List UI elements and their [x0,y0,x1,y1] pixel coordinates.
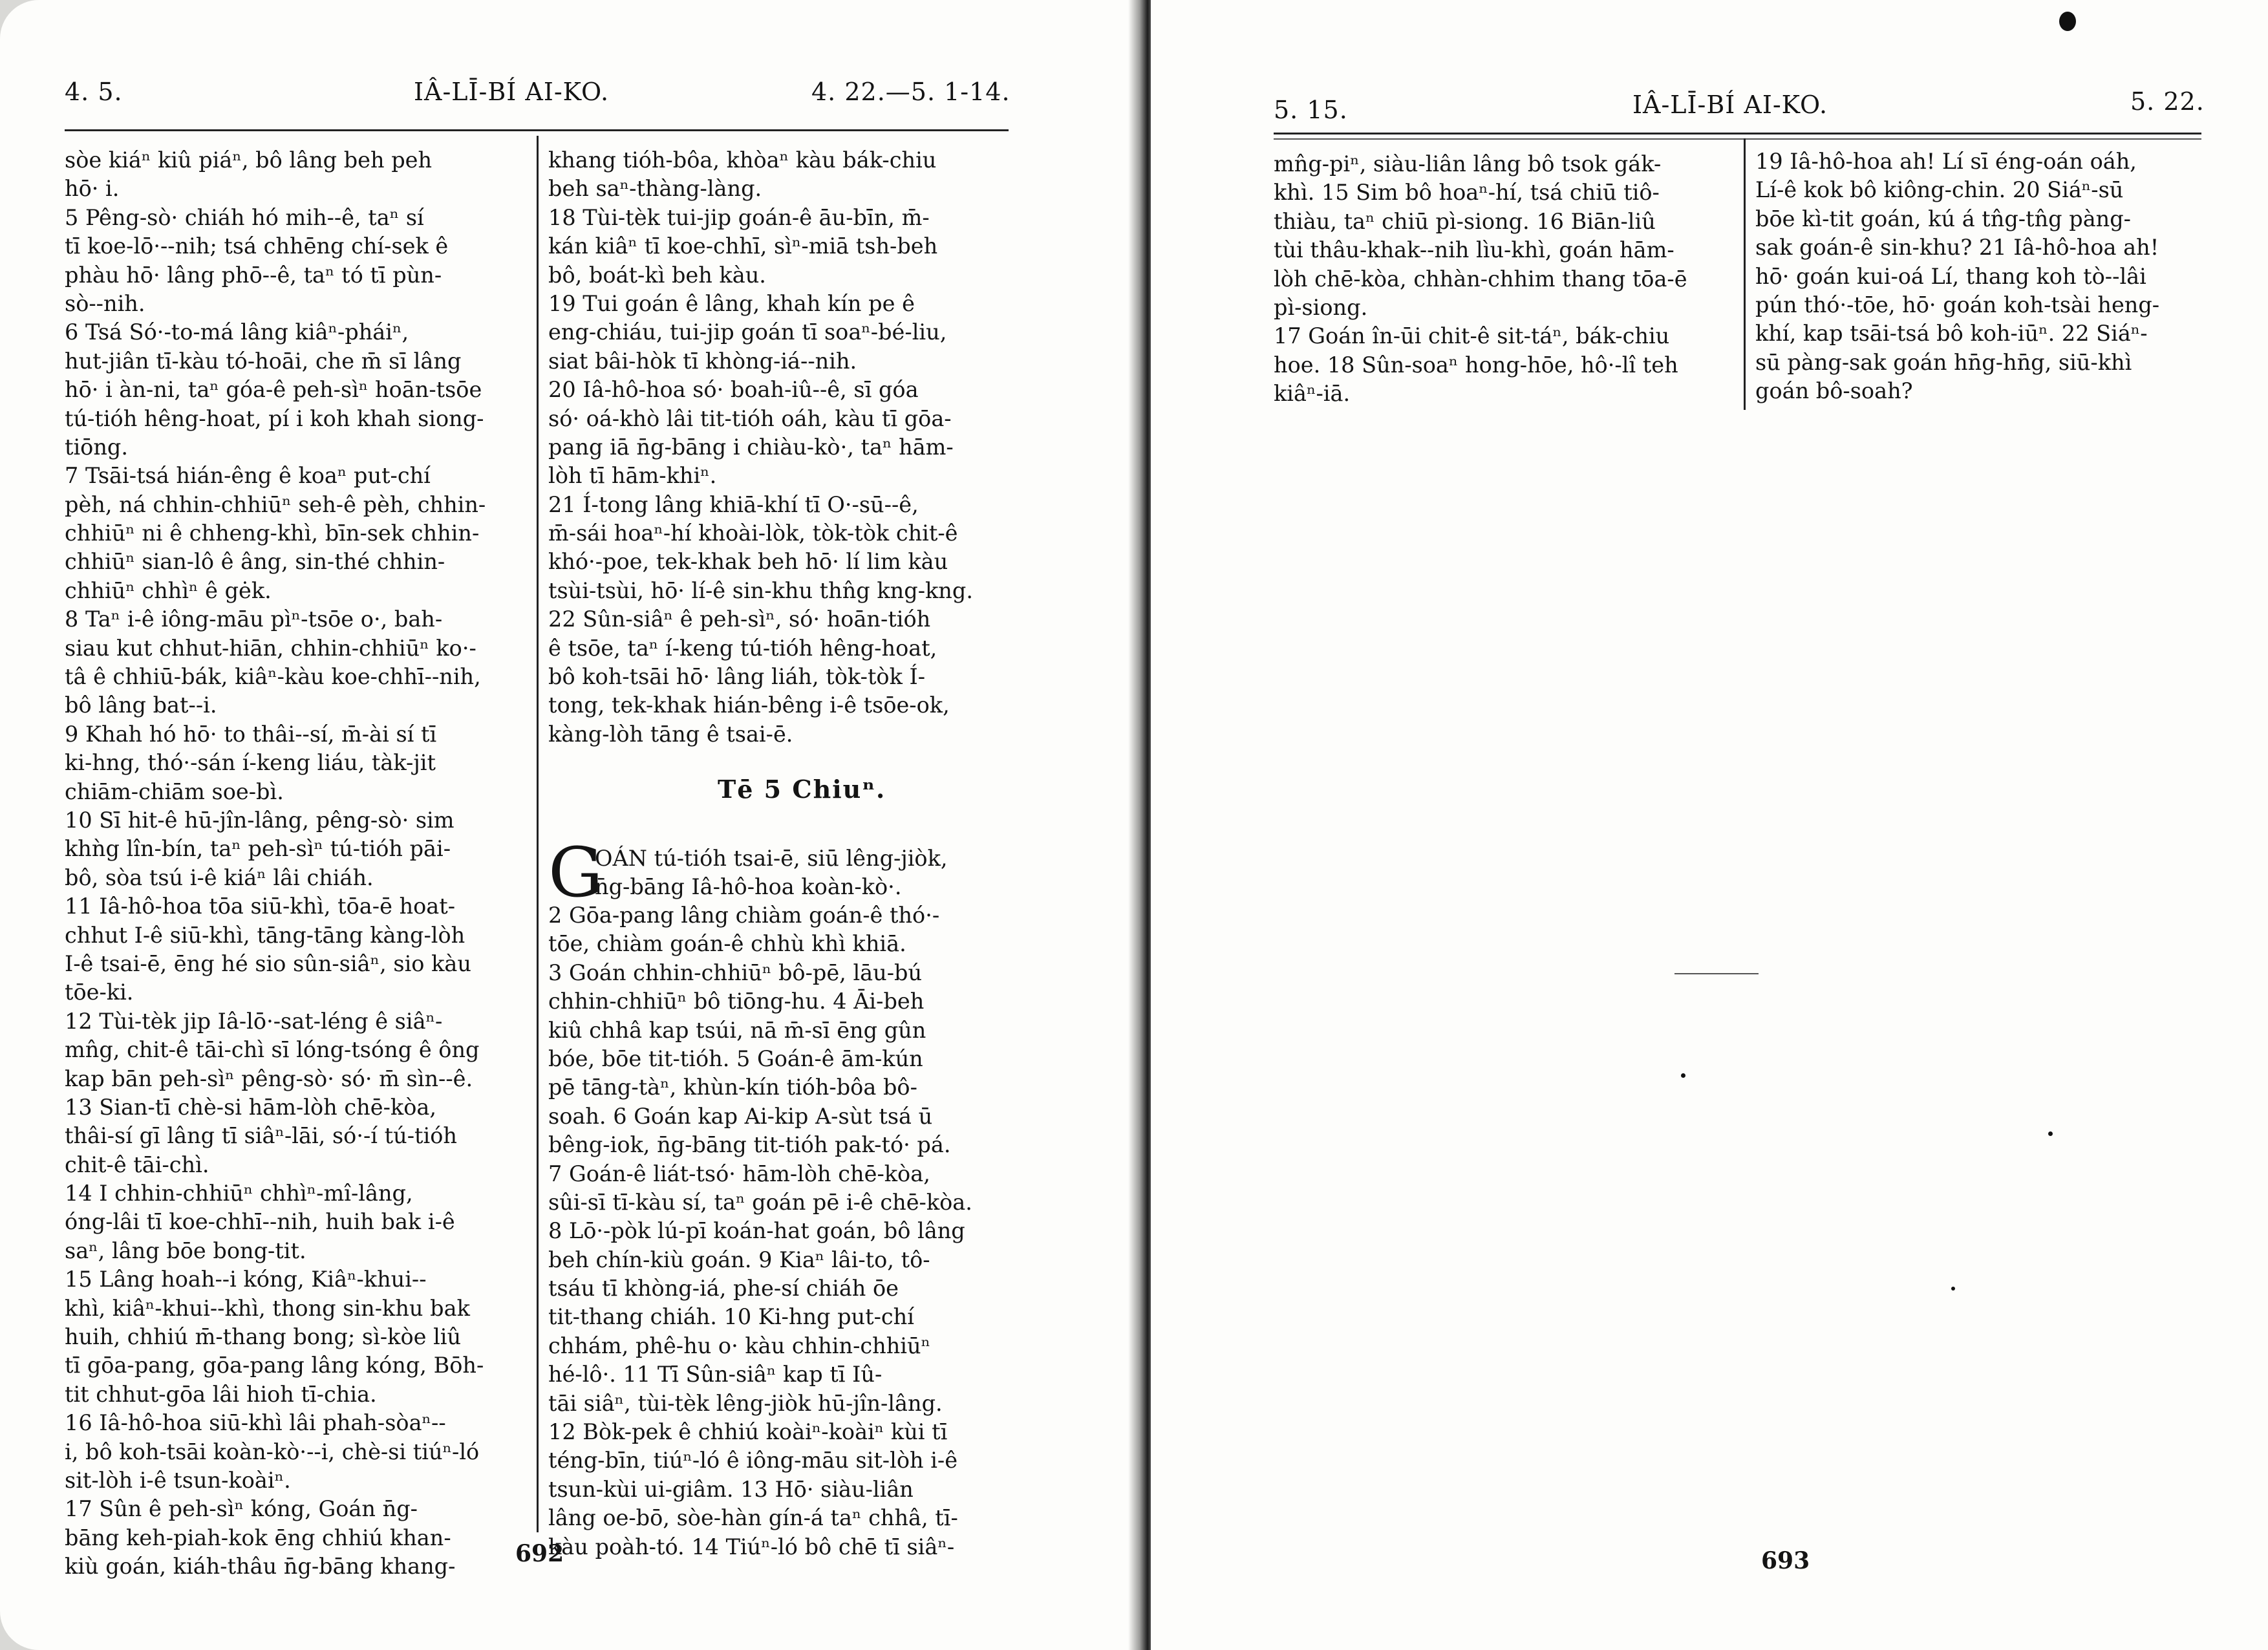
text-line: Lí-ê kok bô kiông-chin. 20 Siáⁿ-sū [1755,177,2124,203]
text-line: tit-thang chiáh. 10 Ki-hng put-chí [548,1304,914,1330]
text-line: 22 Sûn-siâⁿ ê peh-sìⁿ, só· hoān-tióh [548,606,931,632]
text-line: bêng-iok, n̄g-bāng tit-tióh pak-tó· pá. [548,1132,951,1158]
text-line: soah. 6 Goán kap Ai-kip A-sùt tsá ū [548,1103,933,1129]
text-line: tsáu tī khòng-iá, phe-sí chiáh ōe [548,1276,899,1302]
right-column-divider [1744,138,1746,410]
text-line: pì-siong. [1274,294,1368,320]
text-line: tit chhut-gōa lâi hioh tī-chia. [65,1381,377,1407]
left-header-range: 4. 22.—5. 1-14. [811,78,1011,106]
text-line: 18 Tùi-tèk tui-jip goán-ê āu-bīn, m̄- [548,204,930,230]
text-line: beh saⁿ-thàng-làng. [548,176,762,202]
text-line: chit-ê tāi-chì. [65,1152,209,1177]
text-line: thiàu, taⁿ chiū pì-siong. 16 Biān-liû [1274,208,1656,234]
text-line: chhiūⁿ chhìⁿ ê gėk. [65,577,272,603]
text-line: tāi siâⁿ, tùi-tèk lêng-jiòk hū-jîn-lâng. [548,1390,943,1416]
end-of-book-rule [1674,973,1759,974]
text-line: 15 Lâng hoah--i kóng, Kiâⁿ-khui-- [65,1267,427,1292]
right-header-rule [1274,133,2201,134]
text-line: bô lâng bat--i. [65,692,217,718]
left-column-2-chapter-opening [595,844,1015,903]
text-line: 10 Sī hit-ê hū-jîn-lâng, pêng-sò· sim [65,807,455,833]
text-line: hut-jiân tī-kàu tó-hoāi, che m̄ sī lâng [65,348,462,374]
text-line: kiâⁿ-iā. [1274,381,1351,407]
text-line: mn̂g, chit-ê tāi-chì sī lóng-tsóng ê ông [65,1037,480,1063]
text-line: pē tāng-tàⁿ, khùn-kín tióh-bôa bô- [548,1075,917,1100]
text-line: 3 Goán chhin-chhiūⁿ bô-pē, lāu-bú [548,959,923,985]
text-line: ki-hng, thó·-sán í-keng liáu, tàk-jit [65,750,436,776]
text-line: 6 Tsá Só·-to-má lâng kiâⁿ-pháiⁿ, [65,319,409,345]
text-line: tong, tek-khak hián-bêng i-ê tsōe-ok, [548,692,950,718]
text-line: chhiūⁿ ni ê chheng-khì, bīn-sek chhin- [65,520,480,546]
text-line: khì. 15 Sim bô hoaⁿ-hí, tsá chiū tiô- [1274,180,1660,206]
text-line: tōe-ki. [65,980,134,1005]
text-line: sò--nih. [65,290,145,316]
text-line: n̄g-bāng Iâ-hô-hoa koàn-kò·. [595,874,902,900]
left-header-ref: 4. 5. [65,78,123,106]
ink-speck [2048,1131,2053,1136]
left-header-rule [65,129,1009,131]
text-line: 13 Sian-tī chè-si hām-lòh chē-kòa, [65,1094,436,1120]
text-line: hō· i. [65,176,120,202]
text-line: ê tsōe, taⁿ í-keng tú-tióh hêng-hoat, [548,635,937,661]
text-line: chhiūⁿ sian-lô ê âng, sin-thé chhin- [65,549,445,575]
left-column-2-bottom [548,901,1014,1559]
text-line: kap bān peh-sìⁿ pêng-sò· só· m̄ sìn--ê. [65,1066,473,1091]
text-line: sûi-sī tī-kàu sí, taⁿ goán pē i-ê chē-kòa. [548,1189,972,1215]
right-page [1151,0,2268,1650]
text-line: tâ ê chhiū-bák, kiâⁿ-kàu koe-chhī--nih, [65,664,481,690]
text-line: 19 Iâ-hô-hoa ah! Lí sī éng-oán oáh, [1755,149,2137,174]
text-line: bóe, bōe tit-tióh. 5 Goán-ê ām-kún [548,1045,923,1071]
right-page-header [1151,78,2268,123]
drop-cap: G [548,833,603,912]
text-line: m̄-sái hoaⁿ-hí khoài-lòk, tòk-tòk chit-ê [548,520,958,546]
text-line: sit-lòh i-ê tsun-koàiⁿ. [65,1467,291,1493]
text-line: sak goán-ê sin-khu? 21 Iâ-hô-hoa ah! [1755,235,2159,261]
text-line: tú-tióh hêng-hoat, pí i koh khah siong- [65,405,484,431]
text-line: óng-lâi tī koe-chhī--nih, huih bak i-ê [65,1209,455,1235]
text-line: siat bâi-hòk tī khòng-iá--nih. [548,348,857,374]
text-line: bōe kì-tit goán, kú á tn̂g-tn̂g pàng- [1755,206,2131,231]
right-header-ref: 5. 15. [1274,96,1348,124]
text-line: 17 Goán în-ūi chit-ê sit-táⁿ, bák-chiu [1274,323,1670,349]
text-line: bô, boát-kì beh kàu. [548,262,766,288]
text-line: bô, sòa tsú i-ê kiáⁿ lâi chiáh. [65,864,374,890]
text-line: tùi thâu-khak--nih lìu-khì, goán hām- [1274,237,1674,263]
text-line: khǹg lîn-bín, taⁿ peh-sìⁿ tú-tióh pāi- [65,836,451,862]
text-line: 11 Iâ-hô-hoa tōa siū-khì, tōa-ē hoat- [65,894,456,919]
left-header-title: IÂ-LĪ-BÍ AI-KO. [414,78,610,106]
text-line: kán kiâⁿ tī koe-chhī, sìⁿ-miā tsh-beh [548,233,938,259]
text-line: 5 Pêng-sò· chiáh hó mih--ê, taⁿ sí [65,204,424,230]
text-line: lòh chē-kòa, chhàn-chhim thang tōa-ē [1274,266,1687,292]
text-line: hoe. 18 Sûn-soaⁿ hong-hōe, hô·-lî teh [1274,352,1678,378]
text-line: 12 Tùi-tèk jip Iâ-lō·-sat-léng ê siâⁿ- [65,1008,443,1034]
text-line: 14 I chhin-chhiūⁿ chhìⁿ-mî-lâng, [65,1181,413,1206]
right-header-range: 5. 22. [2130,87,2205,116]
ink-speck [1951,1287,1955,1291]
ink-spot [2059,12,2076,31]
text-line: phàu hō· lâng phō--ê, taⁿ tó tī pùn- [65,262,442,288]
text-line: sòe kiáⁿ kiû piáⁿ, bô lâng beh peh [65,147,433,173]
text-line: khó·-poe, tek-khak beh hō· lí lim kàu [548,549,948,575]
text-line: pang iā n̄g-bāng i chiàu-kò·, taⁿ hām- [548,434,954,460]
text-line: tsùi-tsùi, hō· lí-ê sin-khu thn̂g kng-kng. [548,577,973,603]
ink-speck [1681,1073,1685,1078]
text-line: mn̂g-piⁿ, siàu-liân lâng bô tsok gák- [1274,151,1662,177]
text-line: kiû chhâ kap tsúi, nā m̄-sī ēng gûn [548,1017,926,1043]
text-line: 2 Gōa-pang lâng chiàm goán-ê thó·- [548,903,940,928]
text-line: chhin-chhiūⁿ bô tiōng-hu. 4 Āi-beh [548,989,925,1014]
left-column-2-top [548,146,1014,754]
text-line: OÁN tú-tióh tsai-ē, siū lêng-jiòk, [595,846,948,871]
text-line: 16 Iâ-hô-hoa siū-khì lâi phah-sòaⁿ-- [65,1410,446,1436]
text-line: 8 Taⁿ i-ê iông-māu pìⁿ-tsōe o·, bah- [65,606,443,632]
text-line: kiù goán, kiáh-thâu n̄g-bāng khang- [65,1554,456,1580]
text-line: saⁿ, lâng bōe bong-tit. [65,1238,306,1263]
text-line: goán bô-soah? [1755,378,1913,404]
left-page-number: 692 [515,1540,564,1567]
text-line: 7 Tsāi-tsá hián-êng ê koaⁿ put-chí [65,463,431,489]
text-line: thâi-sí gī lâng tī siâⁿ-lāi, só·-í tú-tióh [65,1123,457,1149]
text-line: kàu poàh-tó. 14 Tiúⁿ-ló bô chē tī siâⁿ- [548,1534,955,1559]
text-line: 9 Khah hó hō· to thâi--sí, m̄-ài sí tī [65,721,437,747]
text-line: kàng-lòh tāng ê tsai-ē. [548,721,793,747]
text-line: khì, kiâⁿ-khui--khì, thong sin-khu bak [65,1295,470,1321]
text-line: hé-lô·. 11 Tī Sûn-siâⁿ kap tī Iû- [548,1362,883,1388]
left-page-header [0,78,1138,123]
text-line: 12 Bòk-pek ê chhiú koàiⁿ-koàiⁿ kùi tī [548,1419,948,1445]
text-line: siau kut chhut-hiān, chhin-chhiūⁿ ko·- [65,635,476,661]
right-header-title: IÂ-LĪ-BÍ AI-KO. [1632,91,1828,119]
left-column-1 [65,146,527,1580]
text-line: chhut I-ê siū-khì, tāng-tāng kàng-lòh [65,922,465,948]
text-line: 7 Goán-ê liát-tsó· hām-lòh chē-kòa, [548,1161,930,1186]
text-line: tī gōa-pang, gōa-pang lâng kóng, Bōh- [65,1353,484,1378]
text-line: 19 Tui goán ê lâng, khah kín pe ê [548,290,915,316]
text-line: i, bô koh-tsāi koàn-kò·--i, chè-si tiúⁿ-ló [65,1439,480,1464]
text-line: tī koe-lō·--nih; tsá chhēng chí-sek ê [65,233,449,259]
right-page-number: 693 [1761,1547,1810,1574]
text-line: pún thó·-tōe, hō· goán koh-tsài heng- [1755,292,2160,317]
text-line: sū pàng-sak goán hn̄g-hn̄g, siū-khì [1755,349,2132,375]
text-line: téng-bīn, tiúⁿ-ló ê iông-māu sit-lòh i-ê [548,1448,958,1473]
text-line: 8 Lō·-pòk lú-pī koán-hat goán, bô lâng [548,1218,965,1244]
left-column-divider [537,136,539,1532]
text-line: chiām-chiām soe-bì. [65,778,284,804]
text-line: 17 Sûn ê peh-sìⁿ kóng, Goán n̄g- [65,1496,418,1522]
text-line: beh chín-kiù goán. 9 Kiaⁿ lâi-to, tô- [548,1247,930,1272]
text-line: tiōng. [65,434,129,460]
text-line: khang tióh-bôa, khòaⁿ kàu bák-chiu [548,147,937,173]
text-line: tsun-kùi ui-giâm. 13 Hō· siàu-liân [548,1476,914,1502]
text-line: lâng oe-bō, sòe-hàn gín-á taⁿ chhâ, tī- [548,1505,958,1531]
text-line: I-ê tsai-ē, ēng hé sio sûn-siâⁿ, sio kàu [65,950,471,976]
text-line: bāng keh-piah-kok ēng chhiú khan- [65,1525,451,1550]
text-line: bô koh-tsāi hō· lâng liáh, tòk-tòk Í- [548,664,926,690]
text-line: pèh, ná chhin-chhiūⁿ seh-ê pèh, chhin- [65,491,486,517]
chapter-title: Tē 5 Chiuⁿ. [718,775,886,804]
text-line: hō· i àn-ni, taⁿ góa-ê peh-sìⁿ hoān-tsōe [65,377,482,403]
text-line: 20 Iâ-hô-hoa só· boah-iû--ê, sī góa [548,377,919,403]
text-line: tōe, chiàm goán-ê chhù khì khiā. [548,931,906,957]
text-line: huih, chhiú m̄-thang bong; sì-kòe liû [65,1324,462,1350]
right-header-rule-thin [1274,138,2201,140]
text-line: lòh tī hām-khiⁿ. [548,463,717,489]
right-column-2 [1755,147,2208,419]
text-line: chhám, phê-hu o· kàu chhin-chhiūⁿ [548,1333,931,1358]
text-line: só· oá-khò lâi tit-tióh oáh, kàu tī gōa- [548,405,952,431]
text-line: khí, kap tsāi-tsá bô koh-iūⁿ. 22 Siáⁿ- [1755,321,2148,347]
text-line: eng-chiáu, tui-jip goán tī soaⁿ-bé-liu, [548,319,947,345]
right-column-1 [1274,150,1734,422]
text-line: hō· goán kui-oá Lí, thang koh tò--lâi [1755,263,2146,289]
text-line: 21 Í-tong lâng khiā-khí tī O·-sū--ê, [548,491,919,517]
